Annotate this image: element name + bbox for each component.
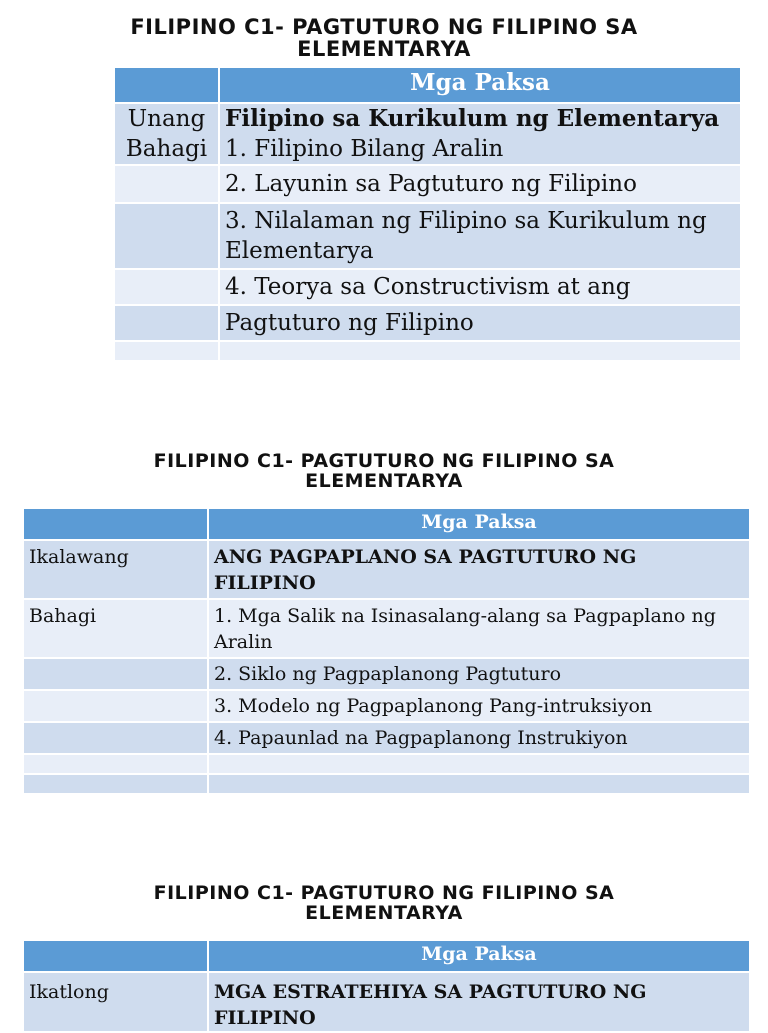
table-row [23, 972, 750, 1032]
empty-cell [208, 774, 750, 794]
section-3-title-line2: ELEMENTARYA [305, 901, 463, 924]
table-row [23, 774, 750, 794]
table-row [114, 165, 741, 203]
section-1-topics-table [113, 66, 742, 362]
topic-item: 4. Teorya sa Constructivism at ang [219, 269, 741, 305]
empty-cell [23, 658, 208, 690]
topics-header: Mga Paksa [208, 508, 750, 540]
topics-header: Mga Paksa [208, 940, 750, 972]
part-label: Ikalawang [23, 540, 208, 599]
topic-heading: MGA ESTRATEHIYA SA PAGTUTURO NG FILIPINO [208, 972, 750, 1032]
empty-header-cell [23, 940, 208, 972]
topic-item: 2. Layunin sa Pagtuturo ng Filipino [219, 165, 741, 203]
table-row [23, 658, 750, 690]
table-row [114, 305, 741, 341]
table-row [23, 690, 750, 722]
topic-item: 1. Filipino Bilang Aralin [225, 136, 504, 162]
topic-item: 4. Papaunlad na Pagpaplanong Instrukiyon [208, 722, 750, 754]
topic-heading: Filipino sa Kurikulum ng Elementarya [225, 105, 720, 132]
topic-item: 3. Modelo ng Pagpaplanong Pang-intruksiyon [208, 690, 750, 722]
table-row [23, 599, 750, 658]
table-row [114, 203, 741, 269]
empty-cell [219, 341, 741, 361]
part-label [114, 103, 219, 165]
table-row [23, 754, 750, 774]
part-label: Bahagi [23, 599, 208, 658]
topic-item: 1. Mga Salik na Isinasalang-alang sa Pagpaplano ng Aralin [208, 599, 750, 658]
topic-heading: ANG PAGPAPLANO SA PAGTUTURO NG FILIPINO [208, 540, 750, 599]
section-1-title [0, 16, 768, 60]
empty-cell [23, 754, 208, 774]
empty-cell [114, 341, 219, 361]
section-2-title-line1: FILIPINO C1- PAGTUTURO NG FILIPINO SA [153, 450, 615, 472]
section-1-title-line2: ELEMENTARYA [297, 37, 471, 62]
table-row [114, 341, 741, 361]
empty-header-cell [23, 508, 208, 540]
section-2-title-line2: ELEMENTARYA [305, 469, 463, 492]
empty-cell [114, 305, 219, 341]
empty-header-cell [114, 67, 219, 103]
topic-item: 2. Siklo ng Pagpaplanong Pagtuturo [208, 658, 750, 690]
table-row [23, 722, 750, 754]
empty-cell [114, 203, 219, 269]
section-3-title [0, 884, 768, 924]
topic-cell [219, 103, 741, 165]
empty-cell [208, 754, 750, 774]
empty-cell [23, 690, 208, 722]
part-label-line1: Unang [127, 106, 206, 132]
empty-cell [114, 165, 219, 203]
table-header-row [23, 940, 750, 972]
empty-cell [114, 269, 219, 305]
empty-cell [23, 774, 208, 794]
section-1-title-line1: FILIPINO C1- PAGTUTURO NG FILIPINO SA [130, 15, 638, 39]
topic-item: 3. Nilalaman ng Filipino sa Kurikulum ng Elementarya [219, 203, 741, 269]
topic-item: Pagtuturo ng Filipino [219, 305, 741, 341]
part-label-line2: Bahagi [125, 136, 208, 162]
section-3-title-line1: FILIPINO C1- PAGTUTURO NG FILIPINO SA [153, 882, 615, 904]
empty-cell [23, 722, 208, 754]
table-row [23, 540, 750, 599]
section-2-topics-table [22, 507, 751, 795]
table-row [114, 103, 741, 165]
table-header-row [23, 508, 750, 540]
part-label: Ikatlong [23, 972, 208, 1032]
section-2-title [0, 452, 768, 492]
table-row [114, 269, 741, 305]
topics-header: Mga Paksa [219, 67, 741, 103]
section-3-topics-table [22, 939, 751, 1033]
table-header-row [114, 67, 741, 103]
